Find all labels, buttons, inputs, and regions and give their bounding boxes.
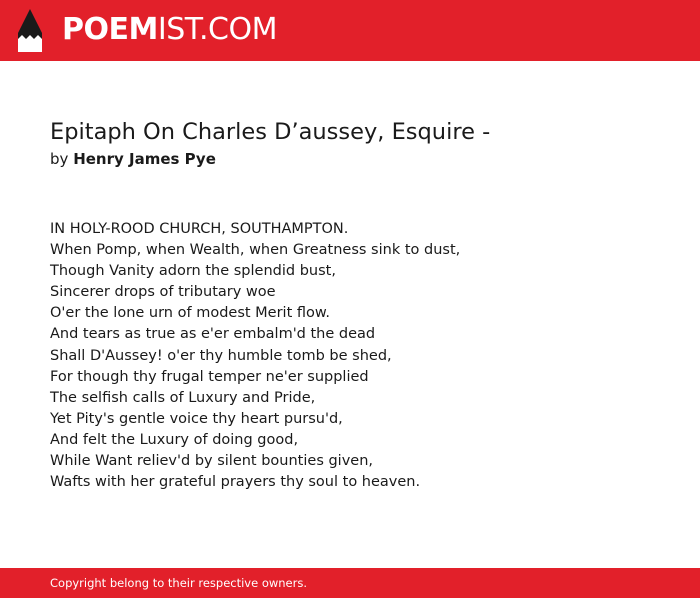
- poem-line: Wafts with her grateful prayers thy soul to heaven.: [50, 474, 421, 491]
- site-footer: [0, 568, 700, 598]
- logo-light-text: IST.COM: [157, 12, 277, 47]
- poem-line: For though thy frugal temper ne'er supplied: [50, 368, 369, 385]
- copyright-notice: Copyright belong to their respective owners.: [50, 576, 308, 590]
- poem-line: Though Vanity adorn the splendid bust,: [50, 263, 336, 280]
- poem-line: While Want reliev'd by silent bounties given,: [50, 453, 374, 470]
- site-header: [0, 0, 700, 61]
- poem-line: The selfish calls of Luxury and Pride,: [50, 389, 316, 406]
- by-label: by: [50, 150, 69, 168]
- poem-line: Shall D'Aussey! o'er thy humble tomb be shed,: [50, 347, 392, 364]
- poem-line: O'er the lone urn of modest Merit flow.: [50, 305, 331, 322]
- poem-line: Yet Pity's gentle voice thy heart pursu'd,: [50, 410, 343, 427]
- poem-line: And felt the Luxury of doing good,: [50, 431, 299, 448]
- byline: [50, 149, 216, 169]
- logo-bold-text: POEM: [62, 12, 158, 47]
- author-name: Henry James Pye: [73, 150, 216, 168]
- poem-line: IN HOLY-ROOD CHURCH, SOUTHAMPTON.: [50, 221, 349, 237]
- poem-body: [50, 219, 460, 493]
- poem-title: Epitaph On Charles D’aussey, Esquire -: [50, 119, 491, 145]
- site-logo[interactable]: [62, 12, 277, 48]
- pencil-icon: [18, 9, 42, 52]
- poem-line: And tears as true as e'er embalm'd the dead: [50, 326, 376, 343]
- poem-line: When Pomp, when Wealth, when Greatness sink to dust,: [50, 242, 461, 259]
- poem-line: Sincerer drops of tributary woe: [50, 284, 276, 301]
